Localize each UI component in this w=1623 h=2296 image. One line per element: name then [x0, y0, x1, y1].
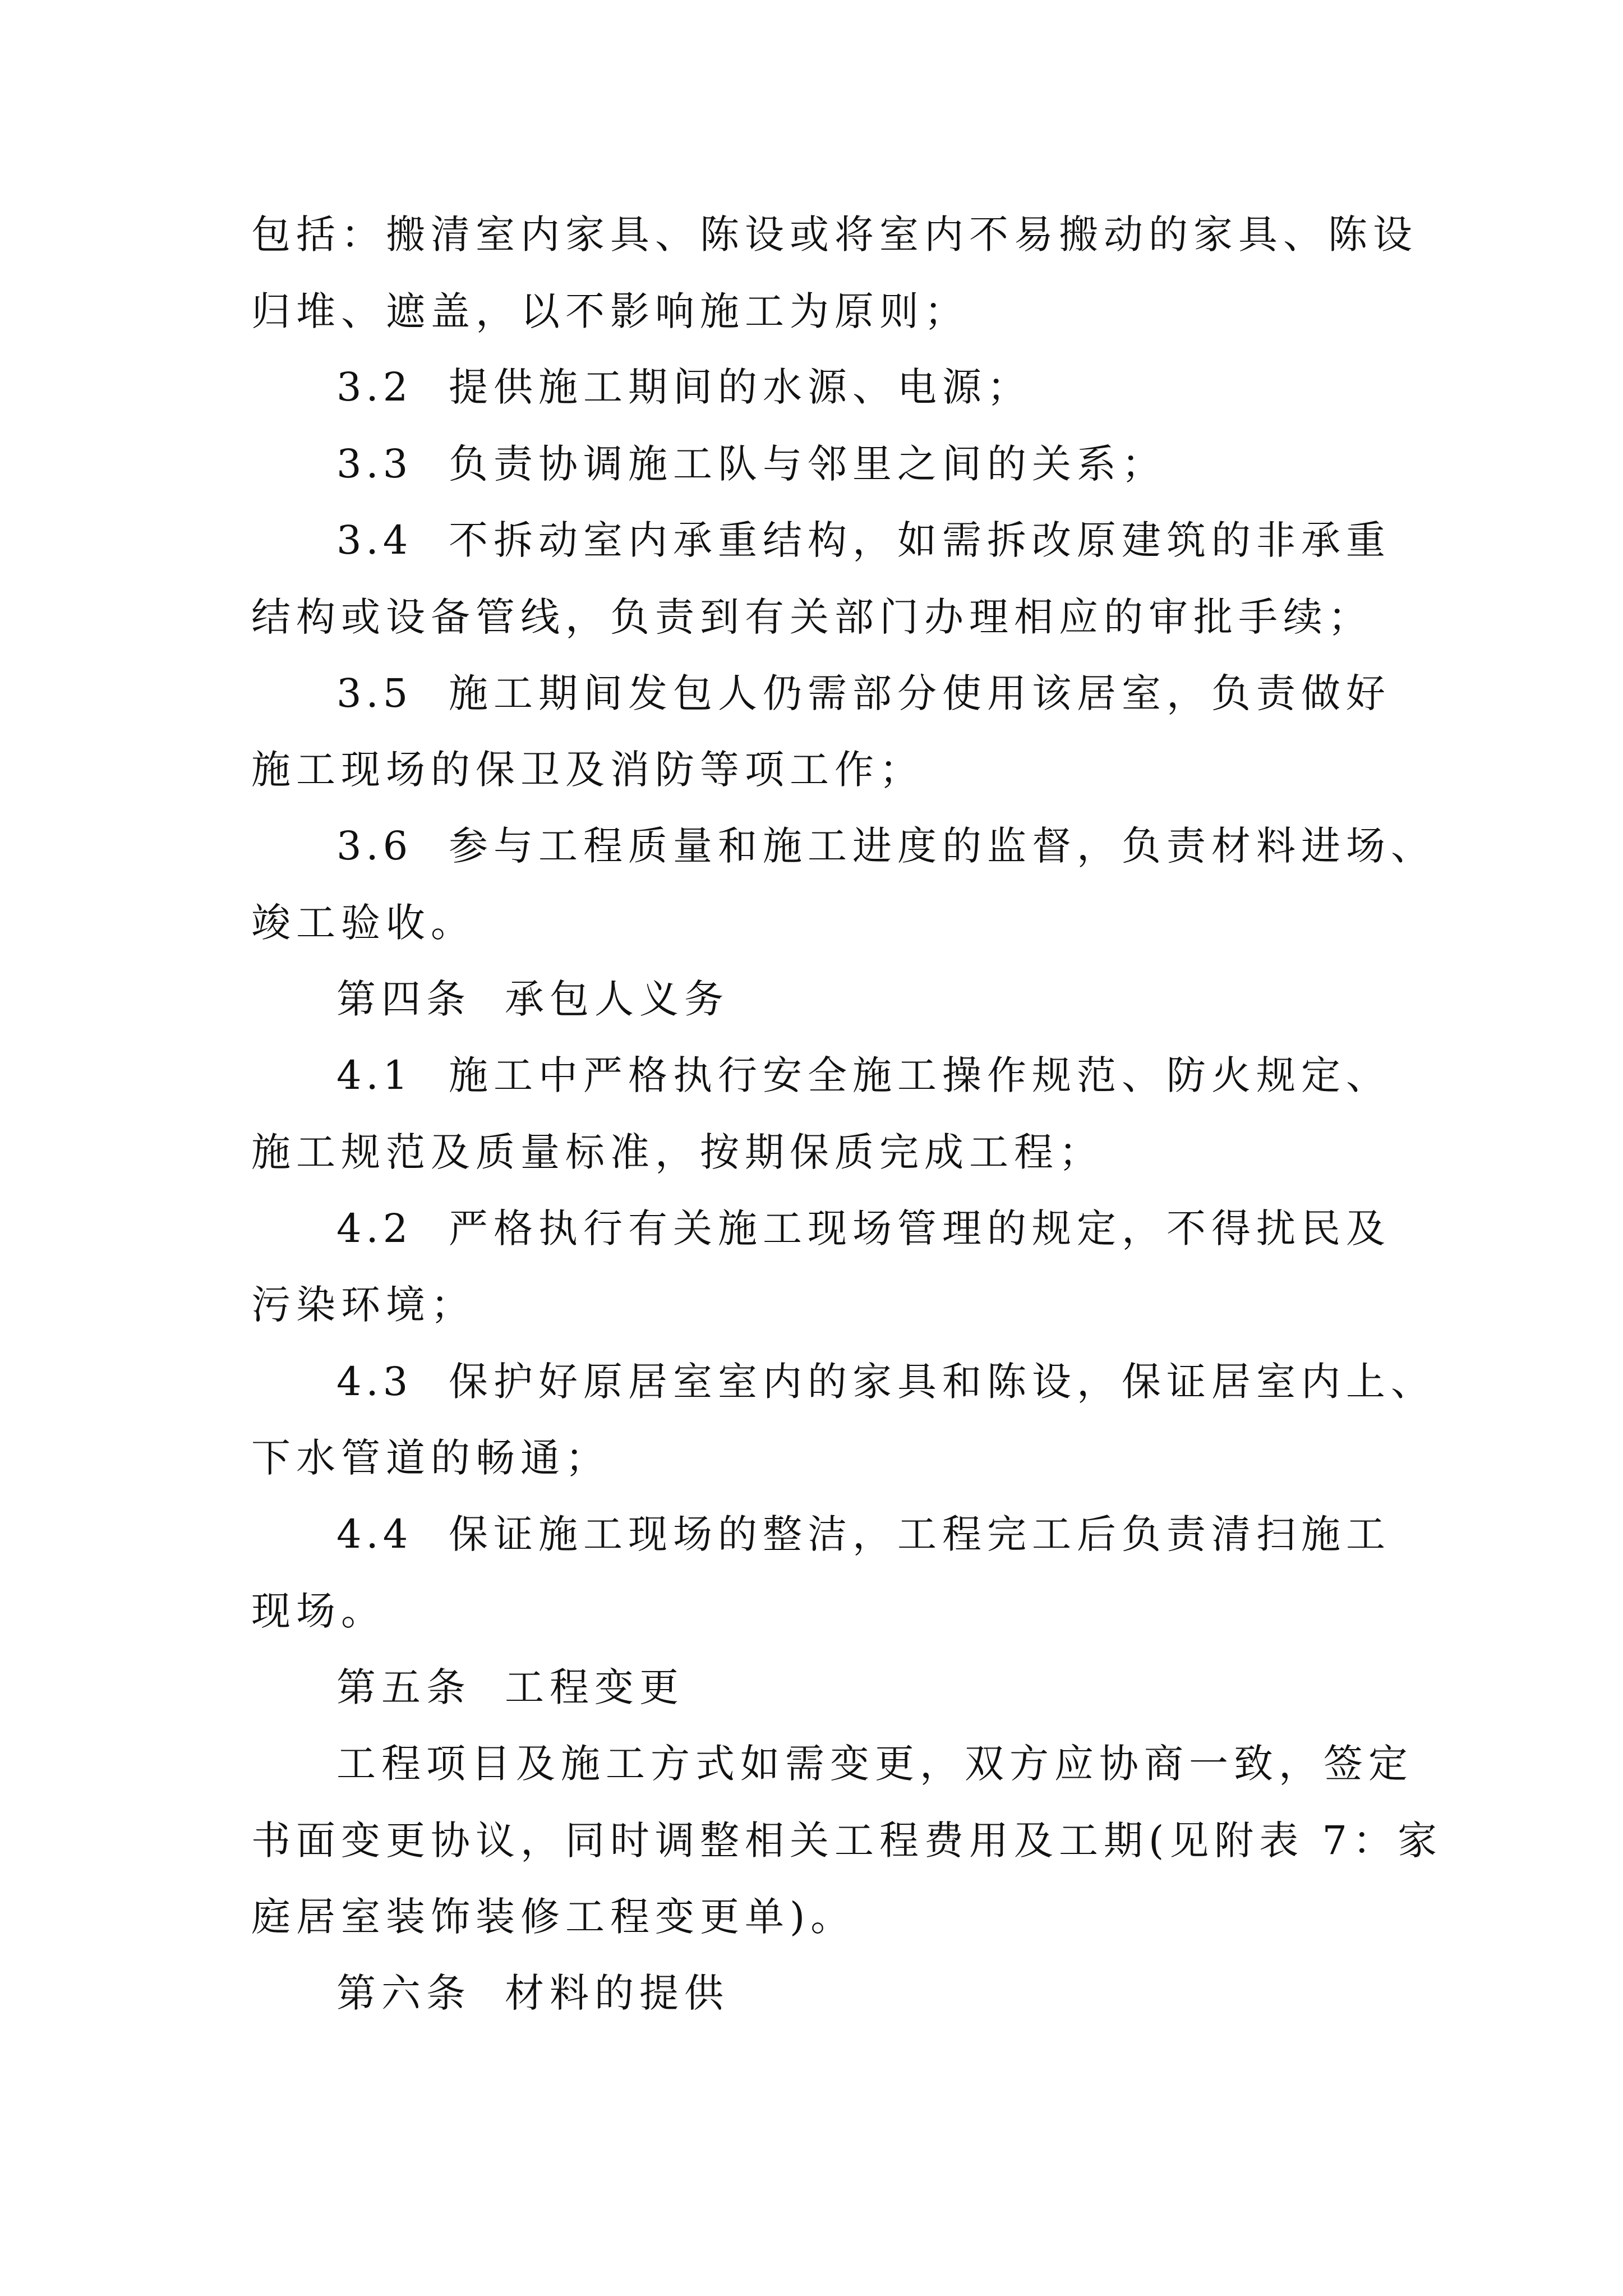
clause-number: 3.5: [336, 670, 413, 716]
text: 书面变更协议，同时调整相关工程费用及工期(见附表 7：家: [251, 1818, 1443, 1864]
article-number: 第六条: [336, 1970, 471, 2016]
clause-4-2-cont: [251, 1278, 476, 1332]
clause-number: 4.1: [336, 1052, 413, 1098]
article-5-body-line-1: [336, 1737, 1413, 1791]
text: 施工现场的保卫及消防等项工作；: [251, 747, 924, 793]
clause-number: 4.4: [336, 1511, 413, 1557]
article-4-heading: [336, 972, 729, 1026]
text: 负责协调施工队与邻里之间的关系；: [449, 441, 1166, 487]
text: 现场。: [251, 1588, 386, 1634]
text: 保证施工现场的整洁，工程完工后负责清扫施工: [449, 1511, 1391, 1557]
clause-3-4-cont: [251, 590, 1373, 644]
article-title: 承包人义务: [505, 976, 729, 1022]
article-6-heading: [336, 1966, 729, 2020]
para-3-1-line-1: [251, 208, 1418, 261]
text: 包括：搬清室内家具、陈设或将室内不易搬动的家具、陈设: [251, 211, 1418, 257]
text: 污染环境；: [251, 1282, 476, 1328]
clause-number: 3.6: [336, 823, 413, 869]
text: 竣工验收。: [251, 900, 476, 946]
clause-3-4: [336, 513, 1391, 567]
clause-4-4: [336, 1507, 1391, 1561]
clause-3-5-cont: [251, 743, 924, 797]
clause-3-5: [336, 666, 1391, 720]
clause-3-6-cont: [251, 896, 476, 950]
text: 参与工程质量和施工进度的监督，负责材料进场、: [449, 823, 1436, 869]
article-number: 第四条: [336, 976, 471, 1022]
clause-4-4-cont: [251, 1584, 386, 1638]
text: 归堆、遮盖，以不影响施工为原则；: [251, 288, 969, 334]
clause-4-1: [336, 1048, 1391, 1102]
article-5-body-line-3: [251, 1890, 855, 1944]
text: 庭居室装饰装修工程变更单)。: [251, 1894, 856, 1940]
clause-number: 3.3: [336, 441, 413, 487]
text: 结构或设备管线，负责到有关部门办理相应的审批手续；: [251, 594, 1373, 640]
text: 施工期间发包人仍需部分使用该居室，负责做好: [449, 670, 1391, 716]
article-title: 工程变更: [505, 1664, 684, 1710]
text: 提供施工期间的水源、电源；: [449, 364, 1032, 410]
clause-number: 3.2: [336, 364, 413, 410]
article-5-heading: [336, 1660, 684, 1714]
article-5-body-line-2: [251, 1814, 1442, 1867]
text: 不拆动室内承重结构，如需拆改原建筑的非承重: [449, 517, 1391, 563]
text: 工程项目及施工方式如需变更，双方应协商一致，签定: [336, 1741, 1413, 1787]
article-title: 材料的提供: [505, 1970, 729, 2016]
text: 施工中严格执行安全施工操作规范、防火规定、: [449, 1052, 1391, 1098]
clause-number: 4.2: [336, 1205, 413, 1251]
clause-4-3: [336, 1355, 1436, 1409]
clause-number: 3.4: [336, 517, 413, 563]
clause-number: 4.3: [336, 1359, 413, 1405]
clause-3-2: [336, 360, 1032, 414]
text: 保护好原居室室内的家具和陈设，保证居室内上、: [449, 1359, 1436, 1405]
clause-4-2: [336, 1202, 1391, 1255]
para-3-1-line-2: [251, 284, 969, 338]
clause-3-6: [336, 819, 1436, 873]
article-number: 第五条: [336, 1664, 471, 1710]
text: 下水管道的畅通；: [251, 1435, 610, 1481]
text: 施工规范及质量标准，按期保质完成工程；: [251, 1129, 1104, 1175]
clause-3-3: [336, 437, 1166, 491]
text: 严格执行有关施工现场管理的规定，不得扰民及: [449, 1205, 1391, 1251]
clause-4-3-cont: [251, 1431, 610, 1485]
clause-4-1-cont: [251, 1125, 1104, 1179]
